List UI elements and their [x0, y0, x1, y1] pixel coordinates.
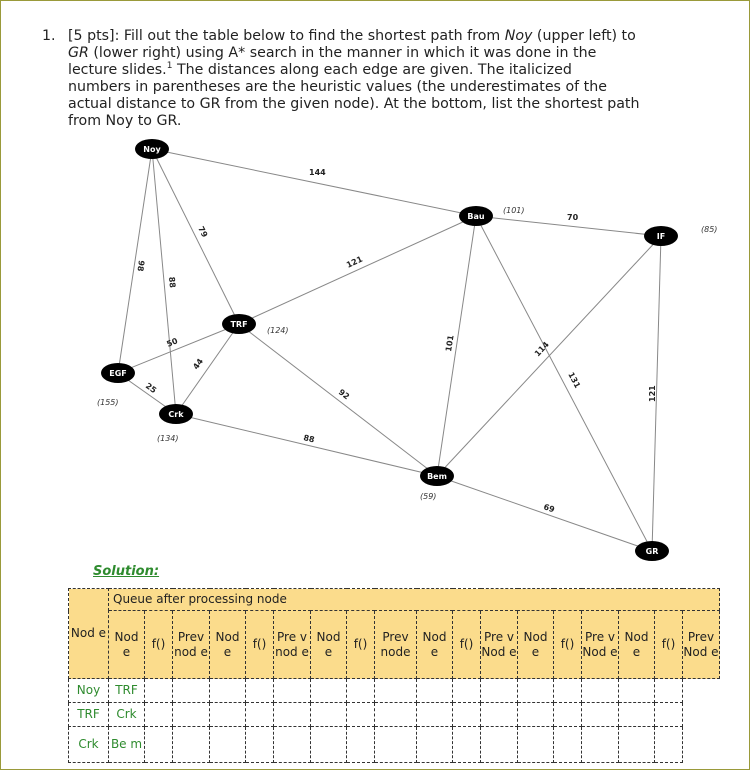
- sub-header: f(): [655, 611, 683, 679]
- sub-header: Nod e: [311, 611, 347, 679]
- edge-trf-crk: [176, 324, 239, 414]
- sub-header: Nod e: [109, 611, 145, 679]
- row-first-node: Crk: [109, 703, 145, 727]
- sub-header: Nod e: [210, 611, 246, 679]
- edge-trf-bau: [239, 216, 476, 324]
- node-if-label: IF: [656, 232, 666, 241]
- node-trf-label: TRF: [230, 320, 248, 329]
- node-bau: [459, 206, 493, 226]
- node-noy: [135, 139, 169, 159]
- question-number: 1.: [42, 28, 56, 44]
- node-egf-label: EGF: [109, 369, 127, 378]
- sub-header: Pre v Nod e: [481, 611, 518, 679]
- edge-bau-gr: [476, 216, 652, 551]
- edge-label-trf-bem: 92: [336, 387, 352, 402]
- line1-pre: [5 pts]: Fill out the table below to find the shortest path from: [68, 28, 505, 44]
- edge-label-bau-gr: 131: [566, 370, 583, 390]
- heuristic-bem: (59): [420, 492, 437, 501]
- heuristic-bau: (101): [503, 206, 525, 215]
- row-node: Noy: [69, 679, 109, 703]
- edge-label-if-gr: 121: [648, 385, 657, 402]
- row-first-node: TRF: [109, 679, 145, 703]
- heuristic-egf: (155): [97, 398, 119, 407]
- row-node: TRF: [69, 703, 109, 727]
- node-crk: [159, 404, 193, 424]
- edge-label-noy-trf: 79: [196, 224, 210, 239]
- heuristic-if: (85): [701, 225, 718, 234]
- edge-noy-bau: [152, 149, 476, 216]
- goal-node-ref: GR: [68, 45, 89, 61]
- sub-header: Prev node: [375, 611, 417, 679]
- edge-label-noy-bau: 144: [309, 168, 326, 177]
- edge-label-if-bem: 114: [532, 340, 551, 359]
- edge-trf-egf: [118, 324, 239, 373]
- col-header-node: Nod e: [69, 589, 109, 679]
- edge-if-bem: [437, 236, 661, 476]
- table-row: [69, 703, 720, 727]
- edge-label-bau-if: 70: [567, 213, 579, 222]
- astar-table: [68, 588, 720, 763]
- sub-header: Nod e: [518, 611, 554, 679]
- edge-label-noy-crk: 88: [167, 276, 177, 289]
- edge-crk-bem: [176, 414, 437, 476]
- node-if: [644, 226, 678, 246]
- heuristic-crk: (134): [157, 434, 179, 443]
- edge-trf-bem: [239, 324, 437, 476]
- sub-header: Nod e: [417, 611, 453, 679]
- node-trf: [222, 314, 256, 334]
- node-gr-label: GR: [645, 547, 659, 556]
- footnote-mark: 1: [166, 61, 173, 71]
- edge-label-crk-bem: 88: [302, 433, 316, 445]
- edge-bem-gr: [437, 476, 652, 551]
- line2-rest: (lower right) using A* search in the manner in which it was done in the: [88, 45, 597, 61]
- edge-label-trf-egf: 50: [165, 336, 180, 349]
- line4: numbers in parentheses are the heuristic values (the underestimates of the: [68, 79, 607, 95]
- edge-label-egf-crk: 25: [143, 381, 159, 396]
- node-noy-label: Noy: [143, 145, 161, 154]
- line3-post: The distances along each edge are given. The italicized: [172, 62, 572, 78]
- node-gr: [635, 541, 669, 561]
- edge-bau-bem: [437, 216, 476, 476]
- edge-label-bau-bem: 101: [444, 334, 456, 353]
- node-bem-label: Bem: [427, 472, 447, 481]
- row-node: Crk: [69, 727, 109, 763]
- sub-header: Pre v Nod e: [582, 611, 619, 679]
- sub-header: f(): [453, 611, 481, 679]
- edge-label-trf-crk: 44: [191, 356, 206, 372]
- sub-header: f(): [554, 611, 582, 679]
- line1-post: (upper left) to: [532, 28, 636, 44]
- node-egf: [101, 363, 135, 383]
- sub-header: Nod e: [619, 611, 655, 679]
- solution-label: Solution:: [93, 564, 160, 579]
- node-bau-label: Bau: [467, 212, 485, 221]
- sub-header: Prev nod e: [173, 611, 210, 679]
- sub-header: f(): [347, 611, 375, 679]
- line6: from Noy to GR.: [68, 113, 182, 129]
- row-first-node: Be m: [109, 727, 145, 763]
- sub-header: Prev Nod e: [683, 611, 720, 679]
- sub-header: Pre v nod e: [274, 611, 311, 679]
- edge-label-noy-egf: 98: [135, 259, 146, 273]
- table-row: [69, 679, 720, 703]
- line3-pre: lecture slides.: [68, 62, 167, 78]
- heuristic-trf: (124): [267, 326, 289, 335]
- start-node-ref: Noy: [504, 28, 533, 44]
- edge-label-trf-bau: 121: [345, 254, 364, 270]
- line5: actual distance to GR from the given node). At the bottom, list the shortest path: [68, 96, 640, 112]
- sub-header: f(): [145, 611, 173, 679]
- sub-header: f(): [246, 611, 274, 679]
- edge-label-bem-gr: 69: [542, 502, 556, 515]
- queue-header: Queue after processing node: [109, 589, 720, 611]
- node-bem: [420, 466, 454, 486]
- table-row: [69, 727, 720, 763]
- node-crk-label: Crk: [168, 410, 184, 419]
